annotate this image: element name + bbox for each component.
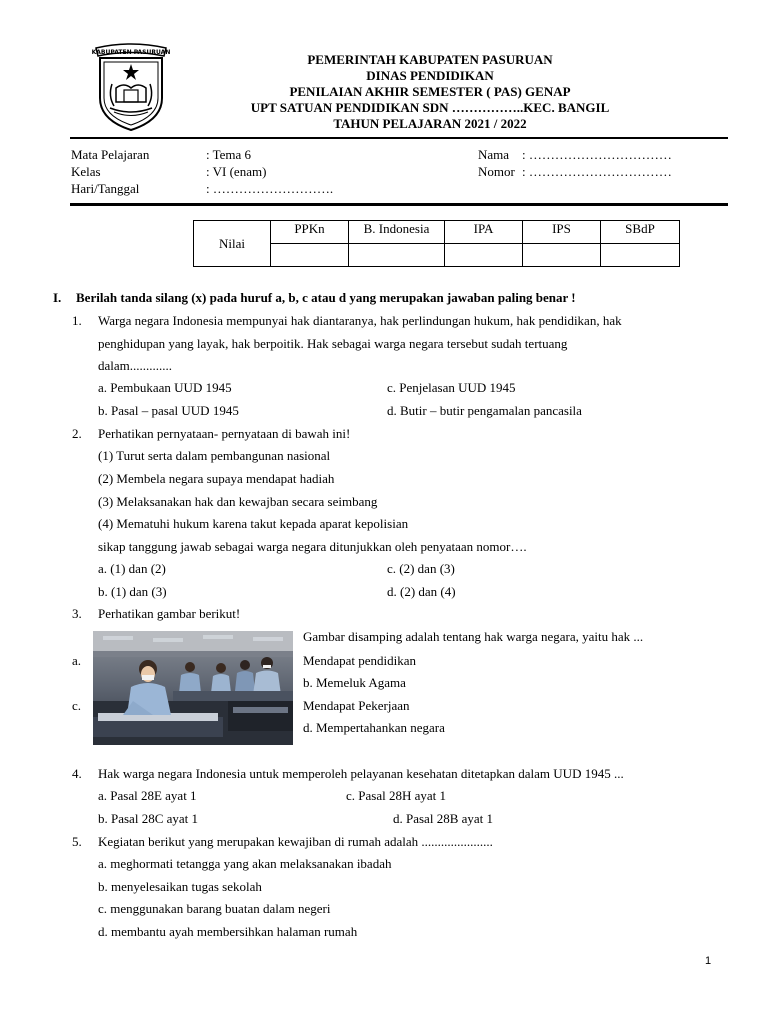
q2-statement-4: (4) Mematuhi hukum karena takut kepada aparat kepolisian: [98, 516, 409, 531]
score-cell-ppkn[interactable]: [271, 244, 349, 267]
factory-workers-photo: [93, 631, 293, 745]
letterhead: [180, 52, 680, 132]
q4-option-a[interactable]: a. Pasal 28E ayat 1: [98, 788, 197, 803]
q2-text-line1: Perhatikan pernyataan- pernyataan di bawah ini!: [98, 426, 351, 441]
q5-number: 5.: [72, 834, 82, 849]
q3-option-b[interactable]: b. Memeluk Agama: [303, 675, 406, 690]
q4-option-b[interactable]: b. Pasal 28C ayat 1: [98, 811, 199, 826]
hari-label: Hari/Tanggal: [71, 181, 140, 196]
score-cell-bindonesia[interactable]: [349, 244, 445, 267]
q2-number: 2.: [72, 426, 82, 441]
q3-number: 3.: [72, 606, 82, 621]
nama-field[interactable]: : ……………………………: [522, 147, 672, 162]
q3-text-line2: Gambar disamping adalah tentang hak warga negara, yaitu hak ...: [303, 629, 644, 644]
q2-statement-2: (2) Membela negara supaya mendapat hadiah: [98, 471, 335, 486]
score-table: [193, 220, 680, 267]
q1-option-a[interactable]: a. Pembukaan UUD 1945: [98, 380, 232, 395]
q5-option-b[interactable]: b. menyelesaikan tugas sekolah: [98, 879, 262, 894]
header-line-4: UPT SATUAN PENDIDIKAN SDN ……………..KEC. BANGIL: [250, 100, 610, 115]
score-header-bindonesia: B. Indonesia: [349, 221, 445, 244]
q5-option-d[interactable]: d. membantu ayah membersihkan halaman rumah: [98, 924, 358, 939]
q2-statement-1: (1) Turut serta dalam pembangunan nasional: [98, 448, 331, 463]
q2-option-a[interactable]: a. (1) dan (2): [98, 561, 166, 576]
q1-option-c[interactable]: c. Penjelasan UUD 1945: [387, 380, 516, 395]
score-cell-sbdp[interactable]: [601, 244, 680, 267]
q2-option-b[interactable]: b. (1) dan (3): [98, 584, 167, 599]
q2-statement-3: (3) Melaksanakan hak dan kewajban secara seimbang: [98, 494, 378, 509]
page-number: 1: [705, 955, 712, 967]
score-cell-ips[interactable]: [523, 244, 601, 267]
mapel-label: Mata Pelajaran: [71, 147, 150, 162]
q1-text-line1: Warga negara Indonesia mempunyai hak diantaranya, hak perlindungan hukum, hak pendidikan, hak: [98, 313, 622, 328]
header-line-2: DINAS PENDIDIKAN: [366, 68, 494, 83]
q1-number: 1.: [72, 313, 82, 328]
kabupaten-pasuruan-logo: [88, 40, 174, 132]
score-header-ppkn: PPKn: [271, 221, 349, 244]
header-line-1: PEMERINTAH KABUPATEN PASURUAN: [307, 52, 553, 67]
q4-text-line1: Hak warga negara Indonesia untuk memperoleh pelayanan kesehatan ditetapkan dalam UUD 1945 ...: [98, 766, 624, 781]
nomor-label: Nomor: [478, 164, 515, 179]
q4-number: 4.: [72, 766, 82, 781]
kelas-label: Kelas: [71, 164, 101, 179]
q3-text-line1: Perhatikan gambar berikut!: [98, 606, 241, 621]
hari-value: : ……………………….: [206, 181, 334, 196]
q1-text-line2: penghidupan yang layak, hak berpoitik. Hak sebagai warga negara tersebut sudah tertuang: [98, 336, 568, 351]
section-instruction: Berilah tanda silang (x) pada huruf a, b, c atau d yang merupakan jawaban paling benar !: [76, 290, 576, 305]
q2-option-d[interactable]: d. (2) dan (4): [387, 584, 456, 599]
q3-option-c[interactable]: Mendapat Pekerjaan: [303, 698, 410, 713]
q2-option-c[interactable]: c. (2) dan (3): [387, 561, 455, 576]
q5-text-line1: Kegiatan berikut yang merupakan kewajiban di rumah adalah ......................: [98, 834, 493, 849]
svg-text:KABUPATEN PASURUAN: KABUPATEN PASURUAN: [91, 49, 171, 56]
header-divider: [70, 137, 728, 139]
score-header-ipa: IPA: [445, 221, 523, 244]
score-cell-ipa[interactable]: [445, 244, 523, 267]
q4-option-c[interactable]: c. Pasal 28H ayat 1: [346, 788, 447, 803]
nilai-label: Nilai: [194, 221, 271, 267]
score-header-sbdp: SBdP: [601, 221, 680, 244]
q3-option-d[interactable]: d. Mempertahankan negara: [303, 720, 445, 735]
q3-option-a[interactable]: Mendapat pendidikan: [303, 653, 416, 668]
q5-option-c[interactable]: c. menggunakan barang buatan dalam negeri: [98, 901, 331, 916]
q3-option-c-letter[interactable]: c.: [72, 698, 82, 713]
section-number: I.: [53, 290, 62, 305]
q1-text-line3: dalam.............: [98, 358, 173, 373]
nomor-field[interactable]: : ……………………………: [522, 164, 672, 179]
q4-option-d[interactable]: d. Pasal 28B ayat 1: [393, 811, 494, 826]
q5-option-a[interactable]: a. meghormati tetangga yang akan melaksanakan ibadah: [98, 856, 392, 871]
header-line-5: TAHUN PELAJARAN 2021 / 2022: [333, 116, 527, 131]
score-header-ips: IPS: [523, 221, 601, 244]
q1-option-b[interactable]: b. Pasal – pasal UUD 1945: [98, 403, 239, 418]
mapel-value: : Tema 6: [206, 147, 252, 162]
q2-text-line2: sikap tanggung jawab sebagai warga negara ditunjukkan oleh penyataan nomor….: [98, 539, 527, 554]
header-line-3: PENILAIAN AKHIR SEMESTER ( PAS) GENAP: [289, 84, 571, 99]
kelas-value: : VI (enam): [206, 164, 267, 179]
nama-label: Nama: [478, 147, 510, 162]
q3-option-a-letter[interactable]: a.: [72, 653, 82, 668]
info-divider: [70, 203, 728, 206]
q1-option-d[interactable]: d. Butir – butir pengamalan pancasila: [387, 403, 582, 418]
